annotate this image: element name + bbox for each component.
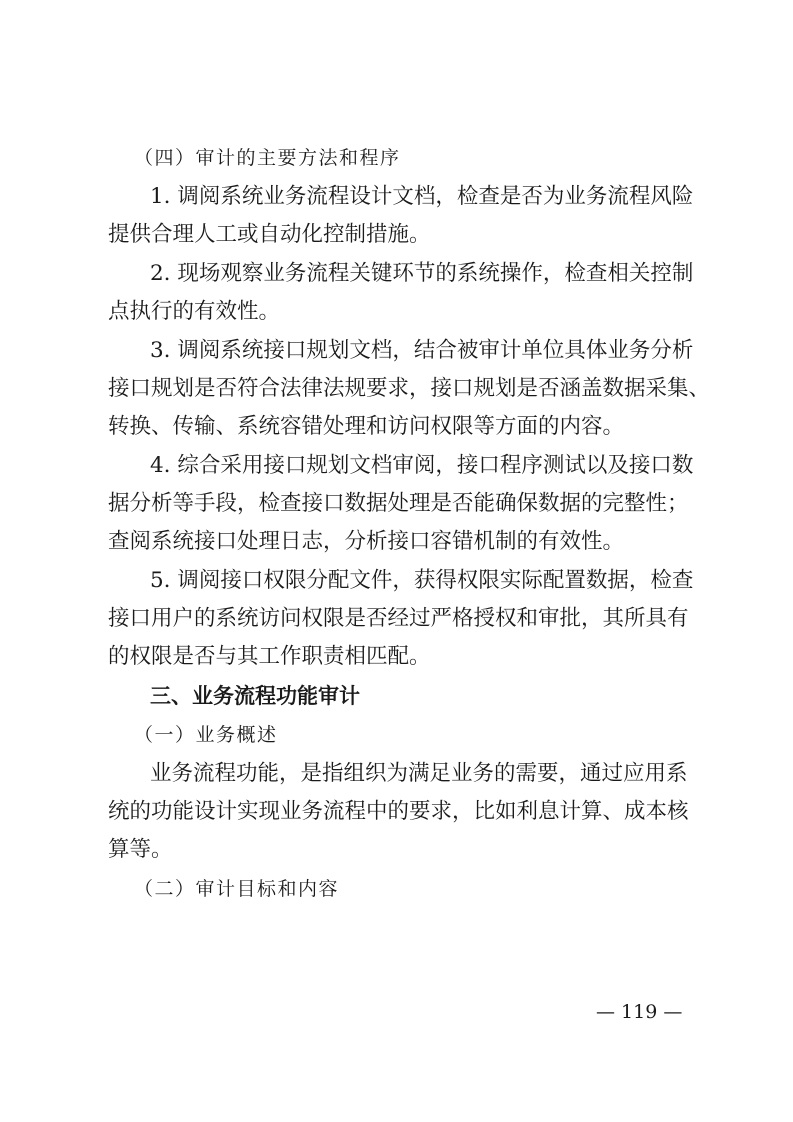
paragraph-line: 的权限是否与其工作职责相匹配。 — [108, 644, 431, 669]
paragraph-line: 接口用户的系统访问权限是否经过严格授权和审批，其所具有 — [108, 606, 689, 631]
paragraph-line: 据分析等手段，检查接口数据处理是否能确保数据的完整性； — [108, 491, 689, 516]
paragraph-line: 点执行的有效性。 — [108, 299, 281, 324]
paragraph-line: 5. 调阅接口权限分配文件，获得权限实际配置数据，检查 — [150, 568, 694, 593]
subsection-heading-methods: （四）审计的主要方法和程序 — [134, 147, 401, 169]
paragraph-line: 2. 现场观察业务流程关键环节的系统操作，检查相关控制 — [150, 261, 694, 286]
subsection-heading-overview: （一）业务概述 — [134, 724, 278, 746]
paragraph-line: 算等。 — [108, 837, 173, 862]
paragraph-line: 接口规划是否符合法律法规要求，接口规划是否涵盖数据采集、 — [108, 376, 711, 401]
paragraph-line: 转换、传输、系统容错处理和访问权限等方面的内容。 — [108, 414, 625, 439]
subsection-heading-objectives: （二）审计目标和内容 — [134, 878, 340, 900]
paragraph-line: 1. 调阅系统业务流程设计文档，检查是否为业务流程风险 — [150, 184, 694, 209]
paragraph-line: 业务流程功能，是指组织为满足业务的需要，通过应用系 — [150, 761, 688, 786]
paragraph-line: 提供合理人工或自动化控制措施。 — [108, 222, 431, 247]
section-heading-business-process-function-audit: 三、业务流程功能审计 — [150, 684, 360, 708]
paragraph-line: 4. 综合采用接口规划文档审阅，接口程序测试以及接口数 — [150, 453, 694, 478]
page-number: — 119 — — [596, 1001, 683, 1023]
paragraph-line: 查阅系统接口处理日志，分析接口容错机制的有效性。 — [108, 529, 625, 554]
paragraph-line: 统的功能设计实现业务流程中的要求，比如利息计算、成本核 — [108, 799, 689, 824]
paragraph-line: 3. 调阅系统接口规划文档，结合被审计单位具体业务分析 — [150, 338, 694, 363]
